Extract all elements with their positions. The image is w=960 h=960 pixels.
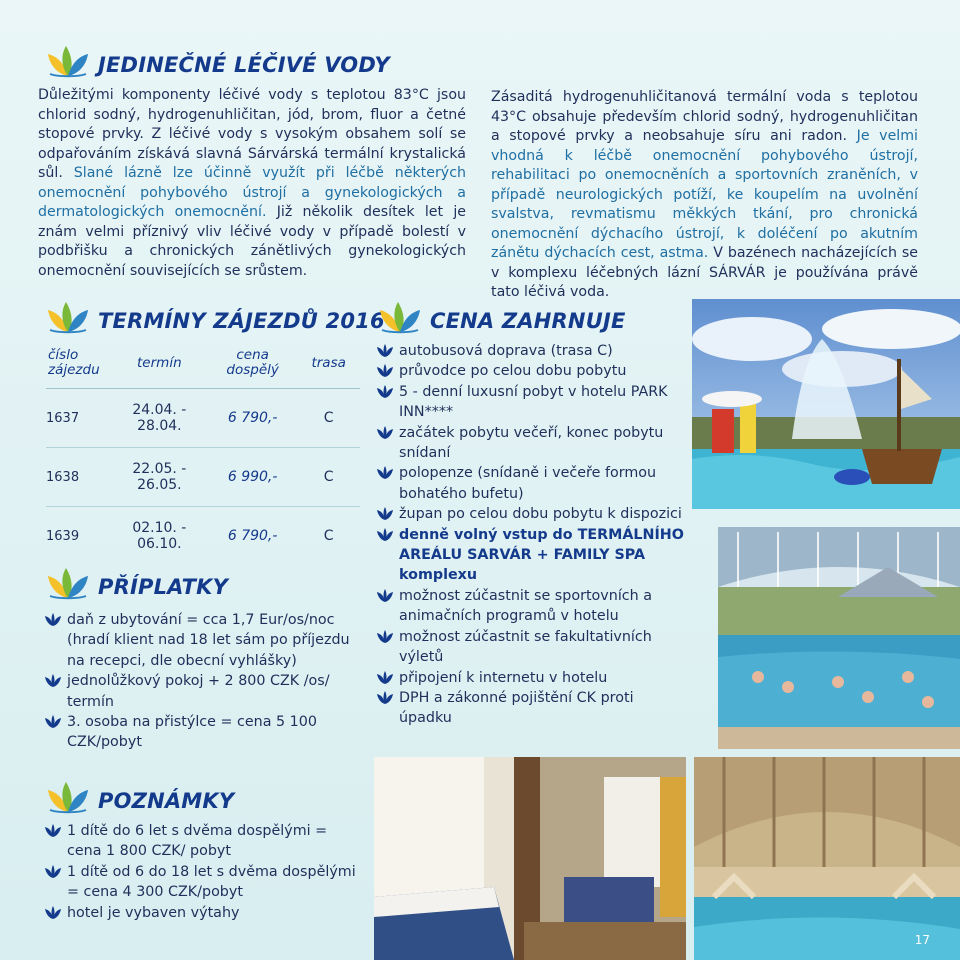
table-row <box>46 389 360 448</box>
lotus-bullet-icon <box>44 906 62 920</box>
list-item-text: 1 dítě od 6 do 18 let s dvěma dospělými = cena 4 300 CZK/pobyt <box>67 863 356 901</box>
lotus-bullet-icon <box>376 507 394 521</box>
cell-cislo: 1637 <box>46 410 80 426</box>
list-item-highlight <box>376 525 686 586</box>
list-item-text: denně volný vstup do TERMÁLNÍHO AREÁLU SARVÁR + FAMILY SPA komplexu <box>399 526 684 584</box>
list-item <box>44 821 366 862</box>
list-item <box>376 586 686 627</box>
vody-right-text-3: V bazénech nacházejících se v komplexu léčebných lázní SÁRVÁR je používána právě tato léčivá voda. <box>491 245 918 300</box>
lotus-leaves-icon <box>44 44 92 78</box>
heading-cena <box>376 300 626 334</box>
lotus-bullet-icon <box>376 344 394 358</box>
cena-list <box>376 341 686 729</box>
list-item <box>376 627 686 668</box>
lotus-leaves-icon <box>376 300 424 334</box>
list-item-text: průvodce po celou dobu pobytu <box>399 363 627 380</box>
lotus-bullet-icon <box>44 613 62 627</box>
list-item <box>376 341 686 361</box>
list-item <box>376 382 686 423</box>
list-item-text: 5 - denní luxusní pobyt v hotelu PARK INN**** <box>399 383 668 421</box>
heading-vody <box>44 44 390 78</box>
lotus-bullet-icon <box>376 466 394 480</box>
list-item <box>376 668 686 688</box>
cell-termin: 24.04. - 28.04. <box>132 402 187 434</box>
lotus-leaves-icon <box>44 300 92 334</box>
vody-left-text-1: Důležitými komponenty léčivé vody s teplotou 83°C jsou chlorid sodný, hydrogenuhličitan, jód, brom, fluor a četné stopové prvky. Z léčivé vody s vysokým obsahem solí se odpařováním získává slavná Sárvárská termální krystalická sůl. <box>38 87 466 181</box>
list-item-text: polopenze (snídaně i večeře formou bohatého bufetu) <box>399 465 657 502</box>
cell-cislo: 1639 <box>46 528 80 544</box>
list-item <box>44 671 364 712</box>
list-item-text: daň z ubytování = cca 1,7 Eur/os/noc (hradí klient nad 18 let sám po příjezdu na recepci, dle obecní vyhlášky) <box>67 612 350 669</box>
list-item-text: autobusová doprava (trasa C) <box>399 343 613 359</box>
table-header-row <box>46 342 360 389</box>
list-item <box>44 610 364 671</box>
list-item-text: 1 dítě do 6 let s dvěma dospělými = cena 1 800 CZK/ pobyt <box>67 823 328 860</box>
section-title: PŘÍPLATKY <box>98 575 228 599</box>
heading-priplatky <box>44 566 228 600</box>
list-item <box>376 463 686 504</box>
cell-termin: 02.10. - 06.10. <box>132 520 187 552</box>
lotus-bullet-icon <box>44 824 62 838</box>
list-item-text: možnost zúčastnit se fakultativních výletů <box>399 628 652 666</box>
list-item-text: hotel je vybaven výtahy <box>67 904 240 921</box>
lotus-bullet-icon <box>376 385 394 399</box>
lotus-bullet-icon <box>44 715 62 729</box>
cell-trasa: C <box>323 410 334 426</box>
lotus-bullet-icon <box>44 865 62 879</box>
list-item-text: možnost zúčastnit se sportovních a animačních programů v hotelu <box>399 587 653 625</box>
cell-cena: 6 790,- <box>227 528 278 544</box>
lotus-bullet-icon <box>376 426 394 440</box>
list-item <box>376 688 686 729</box>
list-item <box>44 903 366 923</box>
header-trasa: trasa <box>311 354 346 371</box>
lotus-bullet-icon <box>376 671 394 685</box>
page-number: 17 <box>914 933 930 947</box>
priplatky-list <box>44 610 364 753</box>
terms-table <box>46 342 360 565</box>
list-item-text: župan po celou dobu pobytu k dispozici <box>399 506 682 523</box>
vody-left-text-2: Slané lázně lze účinně využít při léčbě některých onemocnění pohybového ústrojí a gynekologických a dermatologických onemocnění. <box>38 165 466 220</box>
list-item-text: připojení k internetu v hotelu <box>399 669 608 686</box>
vody-left-text-3: Již několik desítek let je znám velmi příznivý vliv léčivé vody v případě bolestí v podbřišku a chronických zánětlivých gynekologických onemocnění souvisejících se srůstem. <box>38 204 467 279</box>
section-title: JEDINEČNÉ LÉČIVÉ VODY <box>98 53 390 77</box>
header-cena: cena dospělý <box>226 347 279 378</box>
list-item-text: DPH a zákonné pojištění CK proti úpadku <box>399 689 634 727</box>
list-item <box>44 862 366 903</box>
table-row <box>46 448 360 507</box>
list-item <box>376 504 686 524</box>
cell-cena: 6 990,- <box>227 469 278 485</box>
lotus-bullet-icon <box>376 691 394 705</box>
table-row <box>46 507 360 566</box>
vody-left-paragraph <box>38 86 466 281</box>
lotus-bullet-icon <box>376 528 394 542</box>
hotel-room-photo <box>374 757 686 960</box>
list-item-text: začátek pobytu večeří, konec pobytu snídaní <box>399 424 664 462</box>
vody-right-paragraph <box>491 88 918 303</box>
cell-trasa: C <box>323 528 334 544</box>
heading-terminy <box>44 300 385 334</box>
waterpark-photo <box>692 299 960 509</box>
header-cislo: číslo zájezdu <box>48 347 100 378</box>
heading-poznamky <box>44 780 234 814</box>
poznamky-list <box>44 821 366 923</box>
header-termin: termín <box>137 354 182 371</box>
cell-termin: 22.05. - 26.05. <box>132 461 187 493</box>
lotus-bullet-icon <box>376 364 394 378</box>
lotus-leaves-icon <box>44 780 92 814</box>
list-item <box>44 712 364 753</box>
list-item <box>376 361 686 381</box>
lotus-leaves-icon <box>44 566 92 600</box>
list-item-text: 3. osoba na přistýlce = cena 5 100 CZK/pobyt <box>67 714 317 751</box>
dome-pool-photo <box>694 757 960 960</box>
vody-right-text-2: Je velmi vhodná k léčbě onemocnění pohybového ústrojí, rehabilitaci po onemocněních a sportovních zraněních, v případě neurologických potíží, ke koupelím na uvolnění svalstva, revmatismu měkkých tkání, pro chronická onemocnění dýchacího ústrojí, k doléčení po akutním zánětu dýchacích cest, astma. <box>491 128 918 261</box>
lotus-bullet-icon <box>376 630 394 644</box>
section-title: POZNÁMKY <box>98 789 235 813</box>
section-title: CENA ZAHRNUJE <box>430 309 626 333</box>
section-title: TERMÍNY ZÁJEZDŮ 2016 <box>98 309 385 333</box>
spa-hall-photo <box>718 527 960 749</box>
list-item <box>376 423 686 464</box>
cell-cislo: 1638 <box>46 469 80 485</box>
vody-right-text-1: Zásaditá hydrogenuhličitanová termální voda s teplotou 43°C obsahuje především chlorid sodný, hydrogenuhličitan a stopové prvky a neobsahuje síru ani radon. <box>491 89 918 144</box>
lotus-bullet-icon <box>44 674 62 688</box>
lotus-bullet-icon <box>376 589 394 603</box>
list-item-text: jednolůžkový pokoj + 2 800 CZK /os/ termín <box>67 673 330 710</box>
cell-trasa: C <box>323 469 334 485</box>
cell-cena: 6 790,- <box>227 410 278 426</box>
